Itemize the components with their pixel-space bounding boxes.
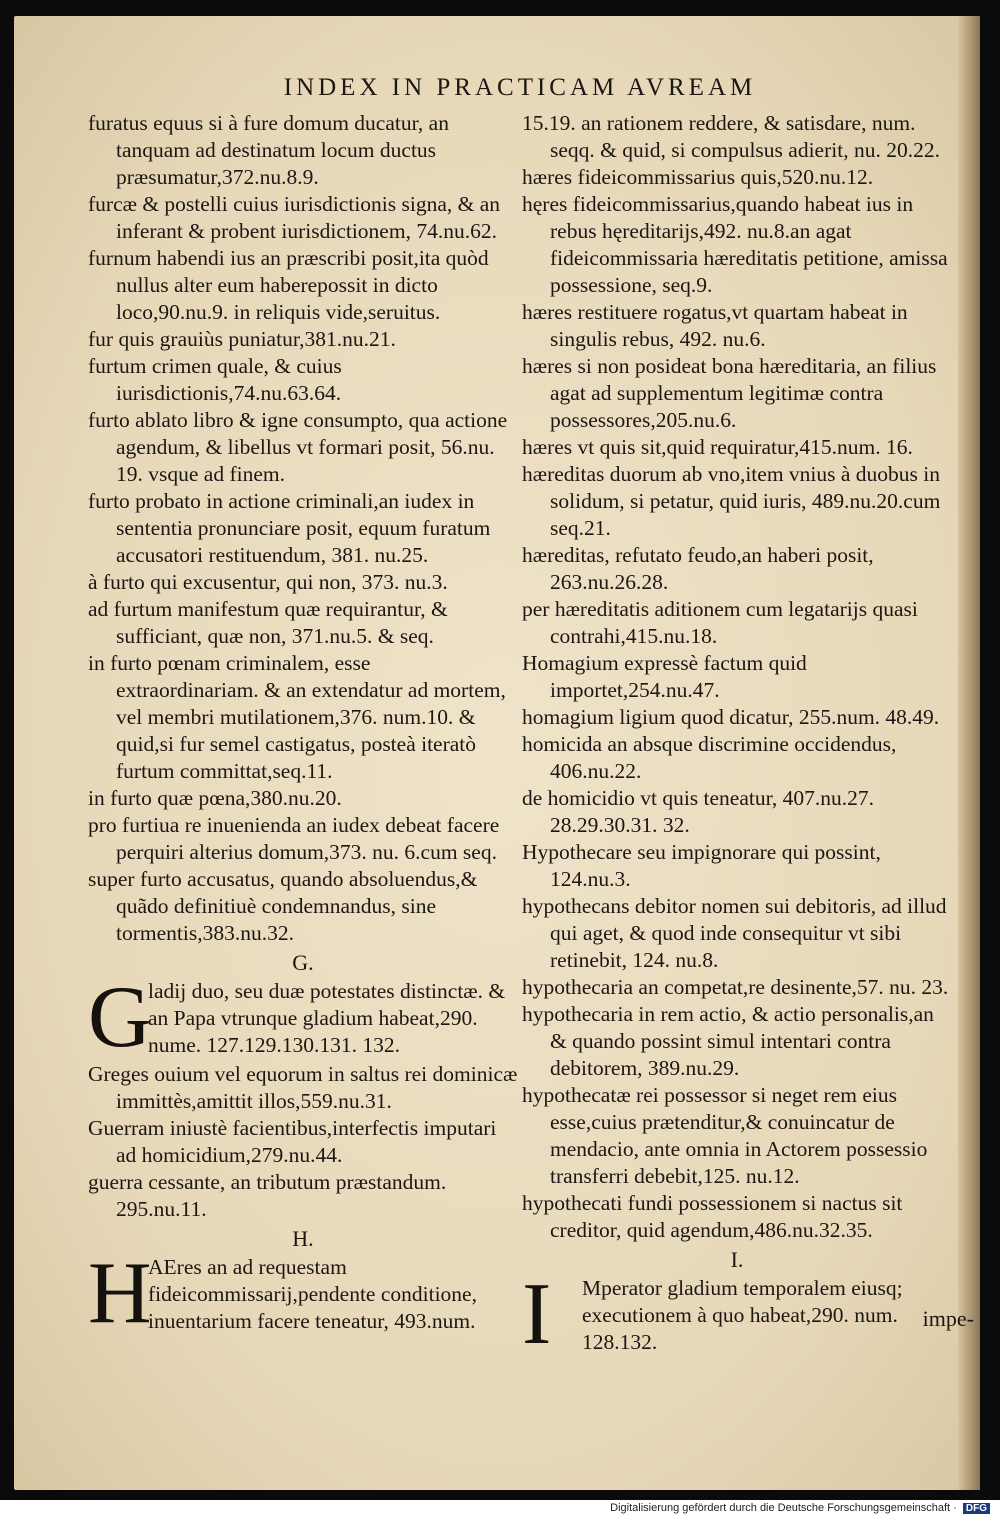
index-entry: furcæ & postelli cuius iurisdictionis signa, & an inferant & probent iurisdictionem, 74.nu.62. bbox=[88, 192, 501, 243]
index-entry: ad furtum manifestum quæ requirantur, & sufficiant, quæ non, 371.nu.5. & seq. bbox=[88, 597, 448, 648]
index-entry: guerra cessante, an tributum præstandum. 295.nu.11. bbox=[88, 1170, 447, 1221]
index-entry: in furto pœnam criminalem, esse extraordinariam. & an extendatur ad mortem, vel membri mutilationem,376. num.10. & quid,si fur semel castigatus, posteà iteratò furtum committat,seq.11. bbox=[88, 651, 506, 783]
section-letter-g: G. bbox=[292, 950, 314, 975]
index-entry: homagium ligium quod dicatur, 255.num. 48.49. bbox=[522, 705, 940, 729]
index-entry: hypothecaria an competat,re desinente,57. nu. 23. bbox=[522, 975, 949, 999]
index-entry: hæres fideicommissarius quis,520.nu.12. bbox=[522, 165, 874, 189]
right-column bbox=[522, 110, 952, 1363]
index-entry: furatus equus si à fure domum ducatur, an tanquam ad destinatum locum ductus præsumatur,372.nu.8.9. bbox=[88, 111, 449, 189]
index-entry: hypothecati fundi possessionem si nactus sit creditor, quid agendum,486.nu.32.35. bbox=[522, 1191, 903, 1242]
index-entry: homicida an absque discrimine occidendus, 406.nu.22. bbox=[522, 732, 897, 783]
page-gutter bbox=[958, 16, 980, 1490]
drop-cap-i: I bbox=[522, 1266, 552, 1363]
drop-cap-g: G bbox=[88, 969, 152, 1066]
drop-cap-h: H bbox=[88, 1245, 152, 1342]
index-entry: hæreditas duorum ab vno,item vnius à duobus in solidum, si petatur, quid iuris, 489.nu.20.cum seq.21. bbox=[522, 462, 941, 540]
index-entry: furto ablato libro & igne consumpto, qua actione agendum, & libellus vt formari posit, 56.nu. 19. vsque ad finem. bbox=[88, 408, 508, 486]
section-h-first-entry bbox=[88, 1245, 518, 1342]
index-entry: AEres an ad requestam fideicommissarij,pendente conditione, inuentarium facere teneatur, 493.num. bbox=[148, 1255, 477, 1333]
section-letter-i: I. bbox=[730, 1247, 744, 1272]
index-entry: in furto quæ pœna,380.nu.20. bbox=[88, 786, 342, 810]
index-entry: furnum habendi ius an præscribi posit,ita quòd nullus alter eum haberepossit in dicto loco,90.nu.9. in reliquis vide,seruitus. bbox=[88, 246, 489, 324]
catchword: impe- bbox=[922, 1306, 974, 1331]
index-entry: ladij duo, seu duæ potestates distinctæ. & an Papa vtrunque gladium habeat,290. nume. 127.129.130.131. 132. bbox=[148, 979, 506, 1057]
index-entry: Guerram iniustè facientibus,interfectis imputari ad homicidium,279.nu.44. bbox=[88, 1116, 497, 1167]
dfg-logo: DFG bbox=[963, 1503, 990, 1514]
section-i-first-entry bbox=[522, 1266, 952, 1363]
section-letter-h: H. bbox=[292, 1226, 314, 1251]
running-head: INDEX IN PRACTICAM AVREAM bbox=[283, 74, 757, 101]
index-entry: super furto accusatus, quando absoluendus,& quãdo definitiuè condemnandus, sine tormentis,383.nu.32. bbox=[88, 867, 478, 945]
index-entry: à furto qui excusentur, qui non, 373. nu.3. bbox=[88, 570, 448, 594]
credit-text: Digitalisierung gefördert durch die Deutsche Forschungsgemeinschaft · bbox=[610, 1502, 957, 1514]
section-g-first-entry bbox=[88, 969, 518, 1066]
index-entry: Mperator gladium temporalem eiusq; executionem à quo habeat,290. num. 128.132. bbox=[582, 1276, 903, 1354]
index-entry: Homagium expressè factum quid importet,254.nu.47. bbox=[522, 651, 807, 702]
index-entry: hypothecaria in rem actio, & actio personalis,an & quando possint simul intentari contra debitorem, 389.nu.29. bbox=[522, 1002, 934, 1080]
left-column bbox=[88, 110, 518, 1342]
index-entry: fur quis grauiùs puniatur,381.nu.21. bbox=[88, 327, 396, 351]
digitization-credit bbox=[610, 1502, 990, 1514]
index-entry: hypothecans debitor nomen sui debitoris, ad illud qui aget, & quod inde consequitur vt sibi retinebit, 124. nu.8. bbox=[522, 894, 947, 972]
index-entry: hæres restituere rogatus,vt quartam habeat in singulis rebus, 492. nu.6. bbox=[522, 300, 908, 351]
index-entry: furtum crimen quale, & cuius iurisdictionis,74.nu.63.64. bbox=[88, 354, 342, 405]
index-entry: Greges ouium vel equorum in saltus rei dominicæ immittès,amittit illos,559.nu.31. bbox=[88, 1062, 518, 1113]
index-entry: pro furtiua re inuenienda an iudex debeat facere perquiri alterius domum,373. nu. 6.cum seq. bbox=[88, 813, 500, 864]
index-entry: de homicidio vt quis teneatur, 407.nu.27. 28.29.30.31. 32. bbox=[522, 786, 875, 837]
index-entry: hæreditas, refutato feudo,an haberi posit, 263.nu.26.28. bbox=[522, 543, 874, 594]
index-entry: 15.19. an rationem reddere, & satisdare, num. seqq. & quid, si compulsus adierit, nu. 20.22. bbox=[522, 111, 940, 162]
index-entry: hæres vt quis sit,quid requiratur,415.num. 16. bbox=[522, 435, 913, 459]
index-entry: per hæreditatis aditionem cum legatarijs quasi contrahi,415.nu.18. bbox=[522, 597, 918, 648]
index-entry: hæres si non posideat bona hæreditaria, an filius agat ad supplementum legitimæ contra possessores,205.nu.6. bbox=[522, 354, 937, 432]
index-entry: hęres fideicommissarius,quando habeat ius in rebus hęreditarijs,492. nu.8.an agat fideicommissaria hæreditatis petitione, amissa possessione, seq.9. bbox=[522, 192, 948, 297]
index-entry: Hypothecare seu impignorare qui possint, 124.nu.3. bbox=[522, 840, 881, 891]
index-entry: furto probato in actione criminali,an iudex in sententia pronunciare posit, equum furatum accusatori restituendum, 381. nu.25. bbox=[88, 489, 491, 567]
index-entry: hypothecatæ rei possessor si neget rem eius esse,cuius prætenditur,& conuincatur de mendacio, ante omnia in Actorem possessio transferri debebit,125. nu.12. bbox=[522, 1083, 928, 1188]
